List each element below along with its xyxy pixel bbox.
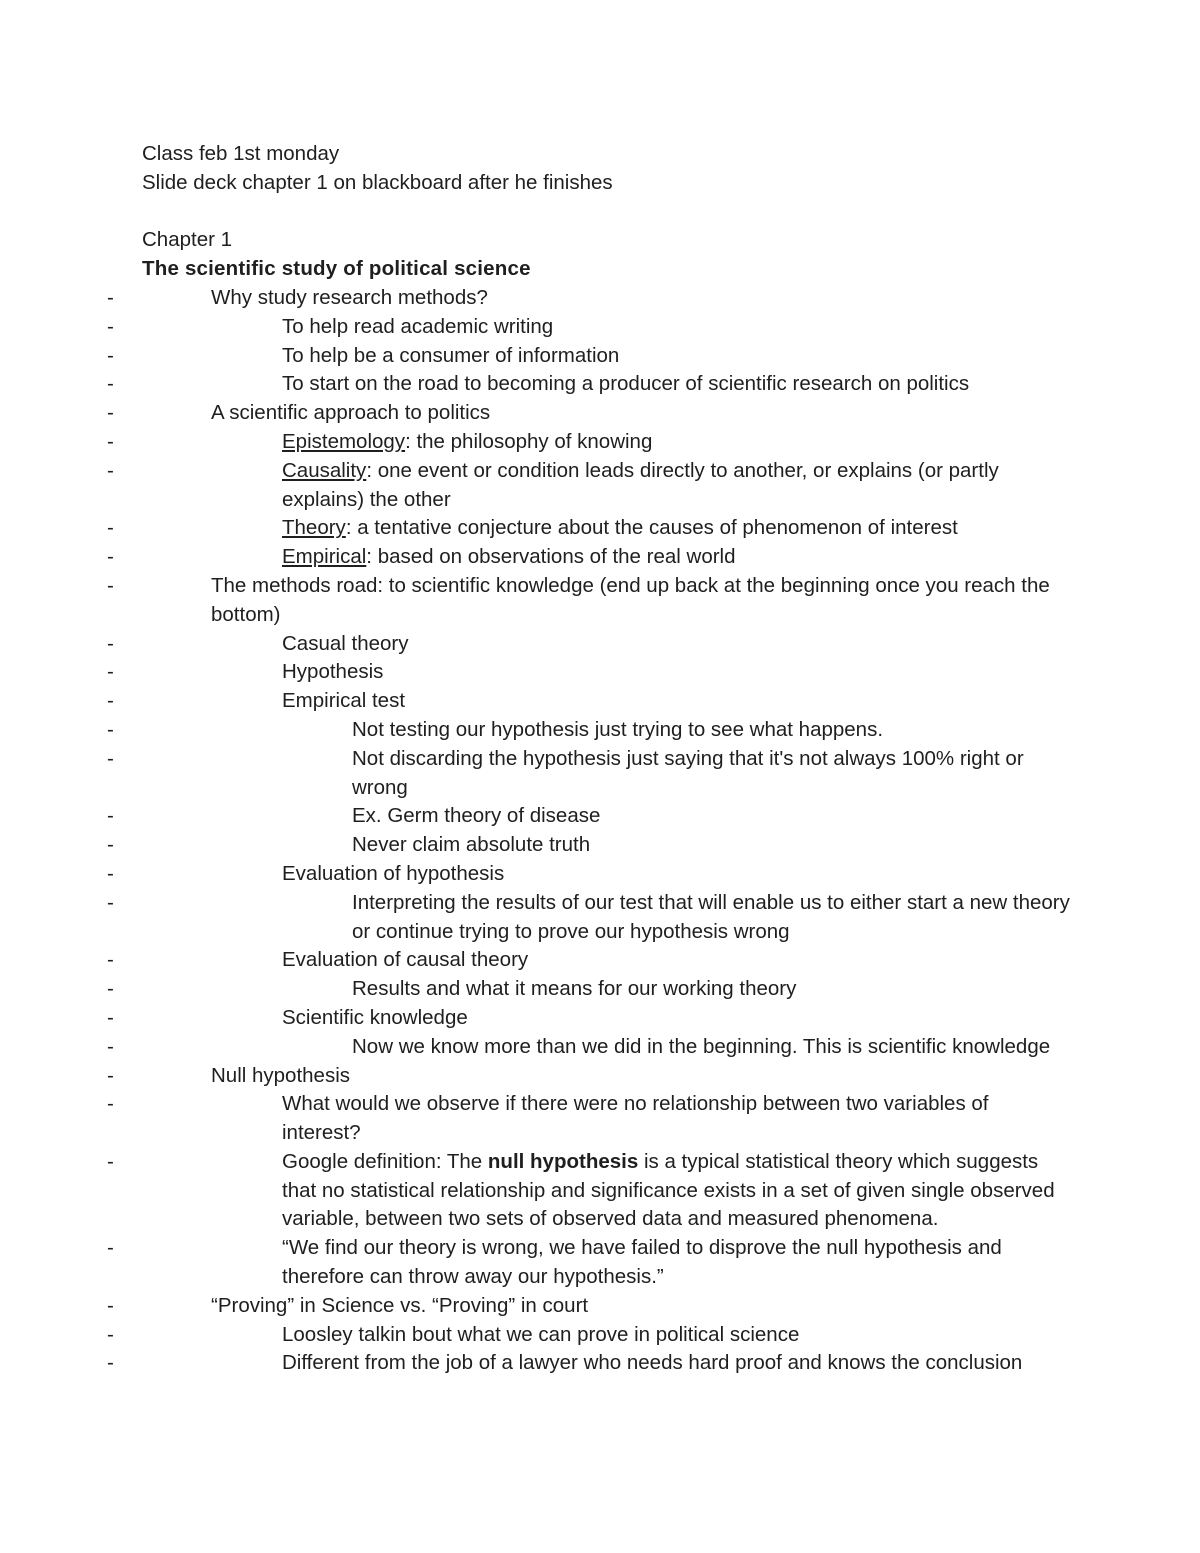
list-item-text: - Results and what it means for our working theory [352,977,797,1001]
term-theory: Theory [282,516,346,540]
list-item [142,1234,1072,1292]
header-line-date: Class feb 1st monday [142,142,340,165]
list-item [142,860,1072,889]
list-item-text: - A scientific approach to politics [211,401,491,425]
spacer [142,198,1072,227]
list-item [142,1090,1072,1148]
list-item [142,831,1072,860]
list-item-text: - Not testing our hypothesis just trying to see what happens. [352,717,884,741]
definition-item [142,428,1072,457]
list-item [142,975,1072,1004]
document-page [142,140,1072,1378]
list-item [142,313,1072,342]
list-item [142,745,1072,803]
list-item [142,572,1072,630]
list-item-text: - Interpreting the results of our test that will enable us to either start a new theory or continue trying to prove our hypothesis wrong [352,890,1070,943]
term-causality: Causality [282,458,367,482]
list-item-text: - What would we observe if there were no relationship between two variables of interest? [282,1092,989,1145]
chapter-title: The scientific study of political science [142,257,531,281]
list-item-text: - Ex. Germ theory of disease [352,804,601,828]
list-item-text: - “Proving” in Science vs. “Proving” in court [211,1293,589,1317]
list-item [142,1148,1072,1234]
list-item [142,687,1072,716]
list-item [142,399,1072,428]
list-item [142,889,1072,947]
definition-item [142,457,1072,515]
list-item-text: - Why study research methods? [211,285,488,309]
list-item-text: - Now we know more than we did in the beginning. This is scientific knowledge [352,1034,1051,1058]
list-item [142,1349,1072,1378]
list-item [142,716,1072,745]
chapter-label: Chapter 1 [142,228,233,252]
list-item-text: - Scientific knowledge [282,1005,468,1029]
list-item-text: - Null hypothesis [211,1063,351,1087]
google-definition-body: is a typical statistical theory which suggests that no statistical relationship and significance exists in a set of given single observed variable, between two sets of observed data and measured phenomena. [282,1149,1055,1231]
list-item-text: - “We find our theory is wrong, we have failed to disprove the null hypothesis and therefore can throw away our hypothesis.” [282,1236,1002,1289]
list-item [142,946,1072,975]
google-definition-prefix: Google definition: The [282,1149,488,1173]
term-definition: : the philosophy of knowing [405,429,653,453]
list-item [142,284,1072,313]
null-hypothesis-bold: null hypothesis [487,1149,639,1173]
definition-item [142,543,1072,572]
list-item [142,1321,1072,1350]
list-item-text: - Loosley talkin bout what we can prove in political science [282,1322,800,1346]
list-item [142,658,1072,687]
list-item [142,370,1072,399]
list-item [142,1033,1072,1062]
term-definition: : based on observations of the real world [366,545,736,569]
list-item [142,1004,1072,1033]
list-item [142,630,1072,659]
list-item [142,802,1072,831]
list-item-text: - To help read academic writing [282,314,554,338]
list-item-text: - To help be a consumer of information [282,343,620,367]
list-item-text: - The methods road: to scientific knowledge (end up back at the beginning once you reach the bottom) [211,573,1050,626]
list-item-text: - Not discarding the hypothesis just saying that it's not always 100% right or wrong [352,746,1024,799]
term-empirical: Empirical [282,545,367,569]
list-item-text: - Different from the job of a lawyer who needs hard proof and knows the conclusion [282,1351,1023,1375]
term-epistemology: Epistemology [282,429,406,453]
list-item-text: - Never claim absolute truth [352,833,591,857]
term-definition: : a tentative conjecture about the causes of phenomenon of interest [345,516,958,540]
list-item-text: - Casual theory [282,631,409,655]
list-item [142,1062,1072,1091]
list-item [142,342,1072,371]
definition-item [142,514,1072,543]
list-item-text: - To start on the road to becoming a producer of scientific research on politics [282,372,970,396]
list-item-text: - Empirical test [282,689,406,713]
list-item [142,1292,1072,1321]
outline-list [142,284,1072,1378]
header-line-slides: Slide deck chapter 1 on blackboard after he finishes [142,170,613,194]
list-item-text: - Hypothesis [282,660,384,684]
term-definition: : one event or condition leads directly to another, or explains (or partly explains) the other [282,458,999,511]
list-item-text: - Evaluation of hypothesis [282,861,505,885]
list-item-text: - Evaluation of causal theory [282,948,529,972]
